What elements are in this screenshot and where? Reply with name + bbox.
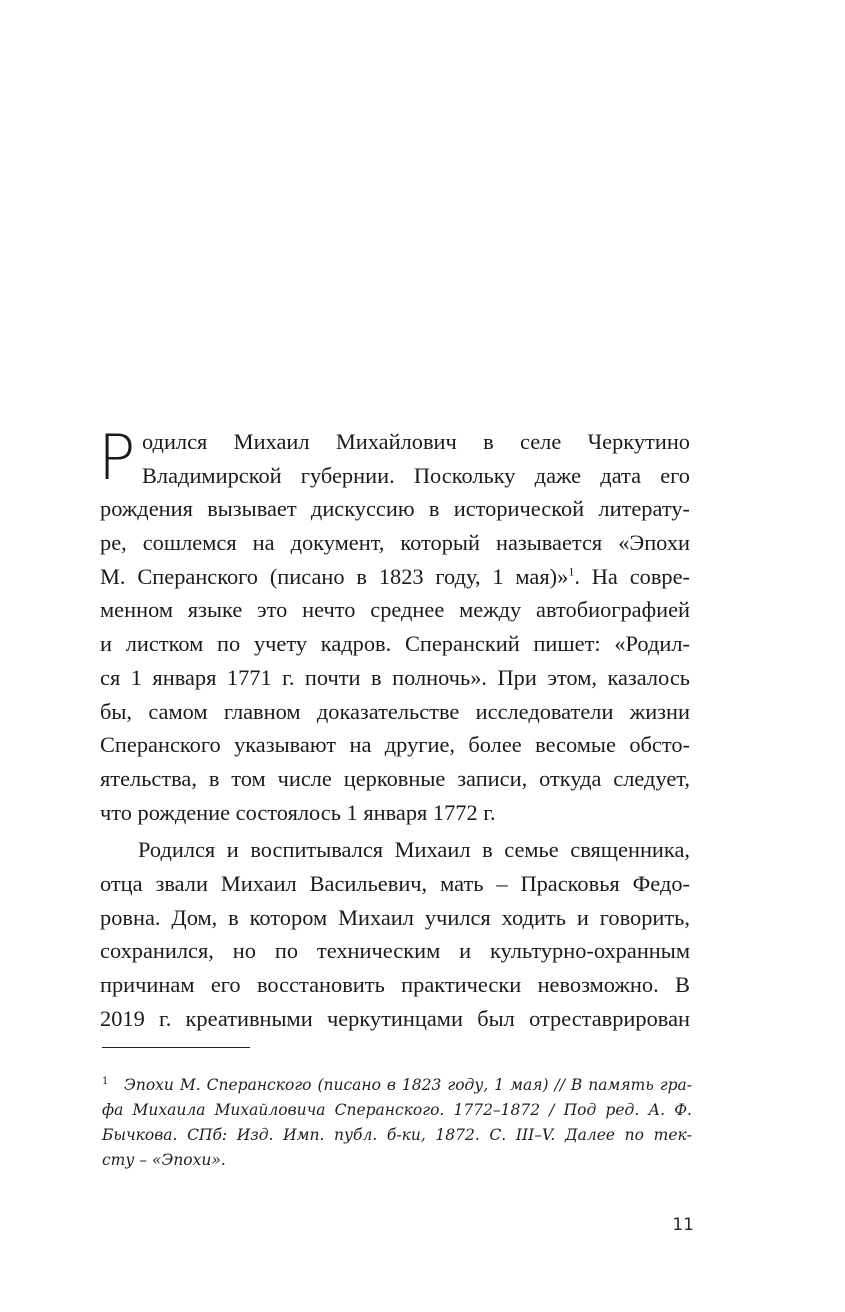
text-line: ре, сошлемся на документ, который называется «Эпохи [100,530,690,556]
text-line: ся 1 января 1771 г. почти в полночь». При этом, казалось [100,664,690,690]
footnote-divider [102,1047,250,1048]
text-line: Владимирской губернии. Поскольку даже дата его [142,462,690,488]
footnote-line: фа Михаила Михайловича Сперанского. 1772–1872 / Под ред. А. Ф. [102,1101,692,1119]
text-line: одился Михаил Михайлович в селе Черкутино [142,429,690,454]
text-line: 2019 г. креативными черкутинцами был отреставрирован [100,1005,690,1031]
footnote-line-text: Эпохи М. Сперанского (писано в 1823 году, 1 мая) // В память гра- [124,1076,692,1094]
text-line: отца звали Михаил Васильевич, мать – Прасковья Федо- [100,870,690,896]
text-line: ятельства, в том числе церковные записи, откуда следует, [100,765,690,791]
footnote-reference[interactable]: 1 [568,564,575,579]
text-line: сохранился, но по техническим и культурно-охранным [100,938,690,964]
text-line: что рождение состоялось 1 января 1772 г. [100,799,496,825]
paragraph-2 [100,833,690,1035]
text-line: Сперанского указывают на другие, более весомые обсто- [100,732,690,758]
text-line: менном языке это нечто среднее между автобиографией [100,597,690,623]
footnote [102,1073,692,1173]
text-line: Родился и воспитывался Михаил в семье священника, [138,837,690,863]
drop-cap: Р [98,421,136,494]
footnote-line: Бычкова. СПб: Изд. Имп. публ. б-ки, 1872. С. III–V. Далее по тек- [102,1126,692,1144]
page-number: 11 [672,1215,694,1235]
text-line-part: . На совре- [574,563,690,589]
text-line: бы, самом главном доказательстве исследователи жизни [100,698,690,724]
paragraph-1 [98,421,690,829]
text-line: причинам его восстановить практически невозможно. В [100,972,690,997]
main-text [98,421,690,1035]
text-line-with-footnote-ref [100,560,690,594]
text-line: рождения вызывает дискуссию в исторической литерату- [100,496,690,522]
text-line: и листком по учету кадров. Сперанский пишет: «Родил- [100,631,690,657]
text-line-part: М. Сперанского (писано в 1823 году, 1 мая)» [100,563,569,589]
footnote-line: 1 Эпохи М. Сперанского (писано в 1823 году, 1 мая) // В память гра- [102,1075,692,1094]
text-line: ровна. Дом, в котором Михаил учился ходить и говорить, [100,904,690,930]
footnote-line: сту – «Эпохи». [102,1151,226,1169]
